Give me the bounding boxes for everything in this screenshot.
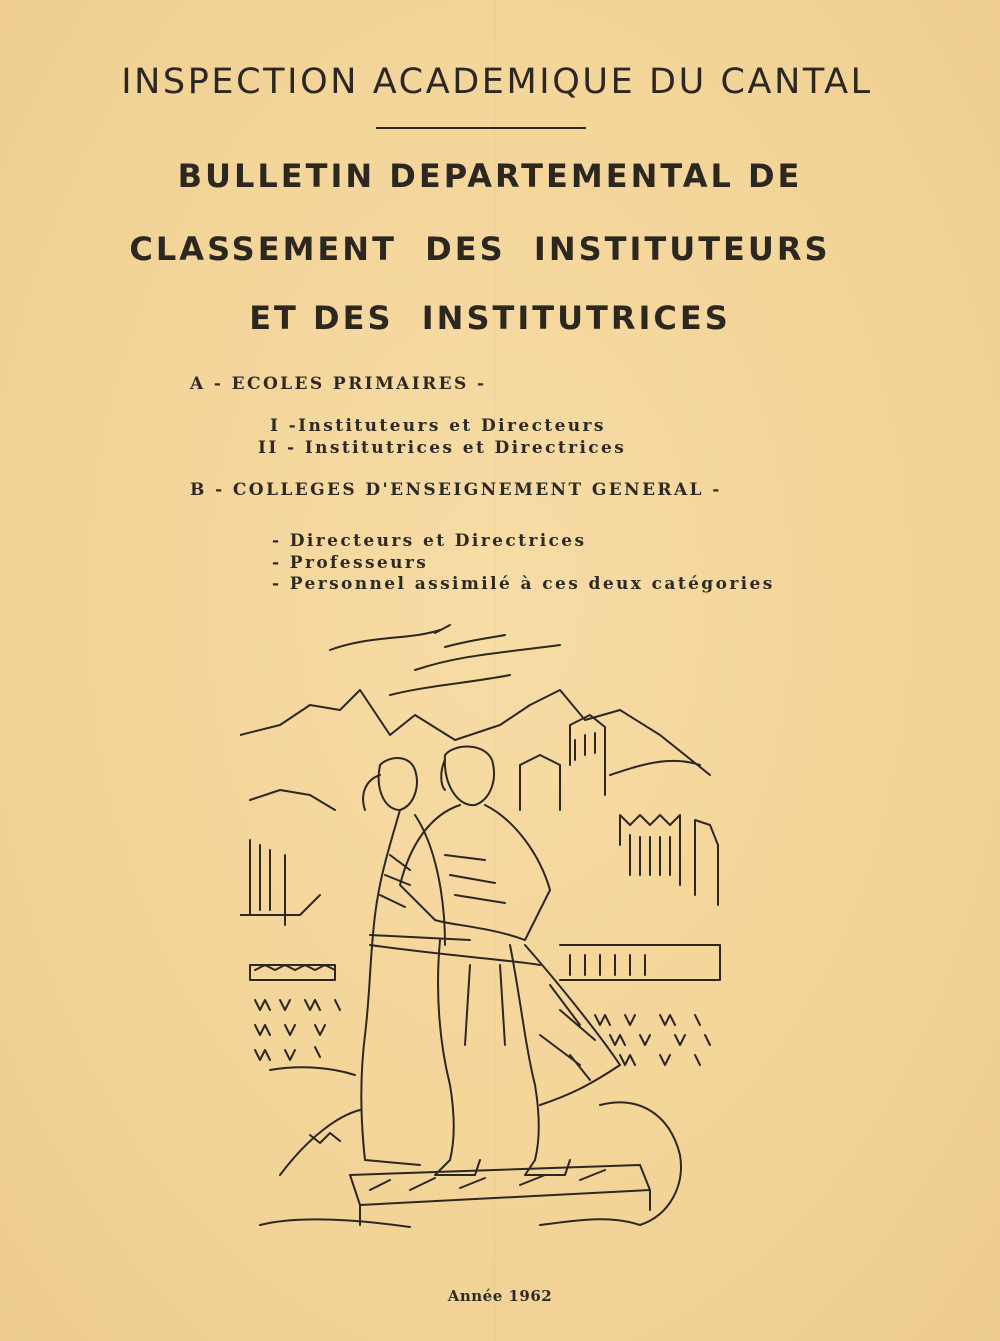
section-b-heading: B - COLLEGES D'ENSEIGNEMENT GENERAL -	[190, 480, 722, 500]
title-line-2: CLASSEMENT DES INSTITUTEURS	[129, 230, 831, 268]
foreground-hills	[260, 1102, 681, 1227]
title-line-1: BULLETIN DEPARTEMENTAL DE	[177, 157, 803, 195]
village-right	[560, 945, 720, 1065]
section-a-heading: A - ECOLES PRIMAIRES -	[190, 374, 487, 394]
castle	[520, 715, 718, 905]
institution-heading: INSPECTION ACADEMIQUE DU CANTAL	[121, 62, 873, 102]
statue-illustration	[240, 615, 740, 1235]
section-b-item: - Professeurs	[272, 553, 429, 573]
pedestal	[350, 1165, 650, 1225]
title-divider	[376, 127, 586, 129]
section-b-item: - Personnel assimilé à ces deux catégories	[272, 574, 775, 594]
section-a-item: II - Institutrices et Directrices	[258, 438, 627, 458]
mountain-range	[240, 690, 710, 810]
sky-strokes	[330, 625, 560, 695]
drapery	[525, 945, 620, 1105]
man-figure	[400, 747, 570, 1175]
publication-year: Année 1962	[447, 1287, 553, 1305]
village-left	[240, 840, 355, 1075]
section-a-item: I -Instituteurs et Directeurs	[270, 416, 606, 436]
title-line-3: ET DES INSTITUTRICES	[249, 299, 731, 337]
section-b-item: - Directeurs et Directrices	[272, 531, 587, 551]
